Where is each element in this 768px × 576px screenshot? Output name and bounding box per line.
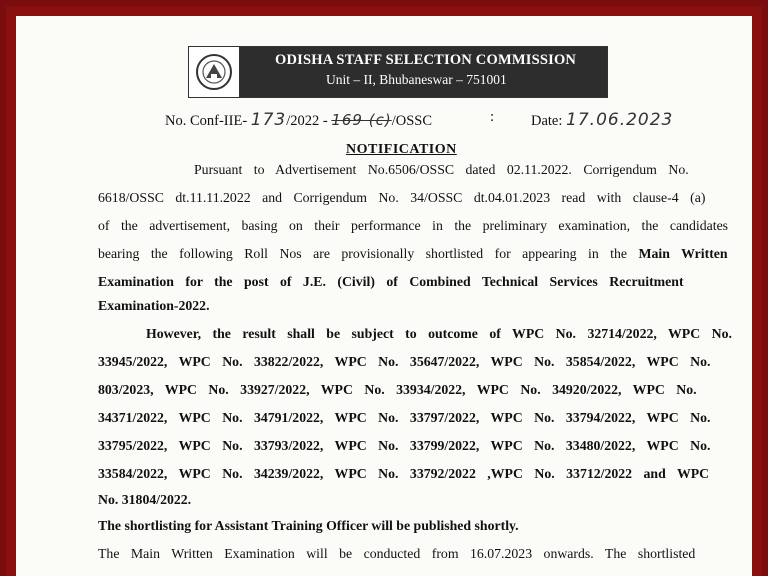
notification-line — [98, 298, 210, 314]
emblem-icon — [189, 47, 240, 97]
notification-line — [98, 274, 684, 290]
reference-year: /2022 - — [286, 113, 328, 129]
notification-text: However, the result shall be subject to outcome of WPC No. 32714/2022, WPC No. — [146, 326, 732, 341]
notification-text: 33945/2022, WPC No. 33822/2022, WPC No. 35647/2022, WPC No. 35854/2022, WPC No. — [98, 354, 711, 369]
notification-line — [98, 466, 709, 482]
notification-line — [98, 382, 697, 398]
notification-text: Main Written — [638, 246, 728, 261]
notification-heading: NOTIFICATION — [346, 142, 457, 157]
document-page — [16, 16, 752, 576]
notification-line — [98, 218, 728, 234]
issue-date — [531, 110, 673, 130]
notification-text: The shortlisting for Assistant Training Officer will be published shortly. — [98, 518, 519, 533]
notification-line — [194, 162, 689, 178]
notification-line — [98, 354, 710, 370]
date-label: Date: — [531, 113, 563, 129]
reference-number — [165, 110, 432, 130]
notification-text: No. 31804/2022. — [98, 492, 192, 507]
notification-text: bearing the following Roll Nos are provisionally shortlisted for appearing in the — [98, 246, 639, 261]
notification-line — [98, 518, 519, 534]
notification-line — [98, 546, 695, 562]
notification-text: The Main Written Examination will be conducted from 16.07.2023 onwards. The shortlisted — [98, 546, 696, 561]
organization-address: Unit – II, Bhubaneswar – 751001 — [326, 72, 507, 87]
notification-line — [146, 326, 732, 342]
notification-text: 33795/2022, WPC No. 33793/2022, WPC No. 33799/2022, WPC No. 33480/2022, WPC No. — [98, 438, 711, 453]
reference-handwritten-subnumber: 169 (c) — [331, 111, 392, 129]
notification-text: Examination-2022. — [98, 298, 210, 313]
notification-text: 803/2023, WPC No. 33927/2022, WPC No. 33934/2022, WPC No. 34920/2022, WPC No. — [98, 382, 697, 397]
reference-separator: : — [490, 109, 495, 125]
notification-text: Pursuant to Advertisement No.6506/OSSC dated 02.11.2022. Corrigendum No. — [194, 162, 689, 177]
organization-name: ODISHA STAFF SELECTION COMMISSION — [275, 52, 577, 68]
notification-text: of the advertisement, basing on their performance in the preliminary examination, the candidates — [98, 218, 729, 233]
notification-line — [98, 190, 705, 206]
reference-handwritten-number: 173 — [250, 110, 287, 130]
reference-prefix: No. Conf-IIE- — [165, 113, 248, 129]
image-border — [6, 6, 762, 576]
notification-line — [98, 438, 710, 454]
notification-line — [98, 246, 728, 262]
notification-text: Examination for the post of J.E. (Civil) of Combined Technical Services Recruitment — [98, 274, 684, 289]
notification-text: 33584/2022, WPC No. 34239/2022, WPC No. 33792/2022 ,WPC No. 33712/2022 and WPC — [98, 466, 710, 481]
notification-line — [98, 410, 710, 426]
reference-suffix: /OSSC — [391, 113, 433, 129]
notification-text: 6618/OSSC dt.11.11.2022 and Corrigendum No. 34/OSSC dt.04.01.2023 read with clause-4 (a) — [98, 190, 706, 205]
notification-line — [98, 492, 191, 508]
letterhead — [188, 46, 608, 98]
date-handwritten: 17.06.2023 — [566, 110, 674, 130]
notification-text: 34371/2022, WPC No. 34791/2022, WPC No. 33797/2022, WPC No. 33794/2022, WPC No. — [98, 410, 711, 425]
